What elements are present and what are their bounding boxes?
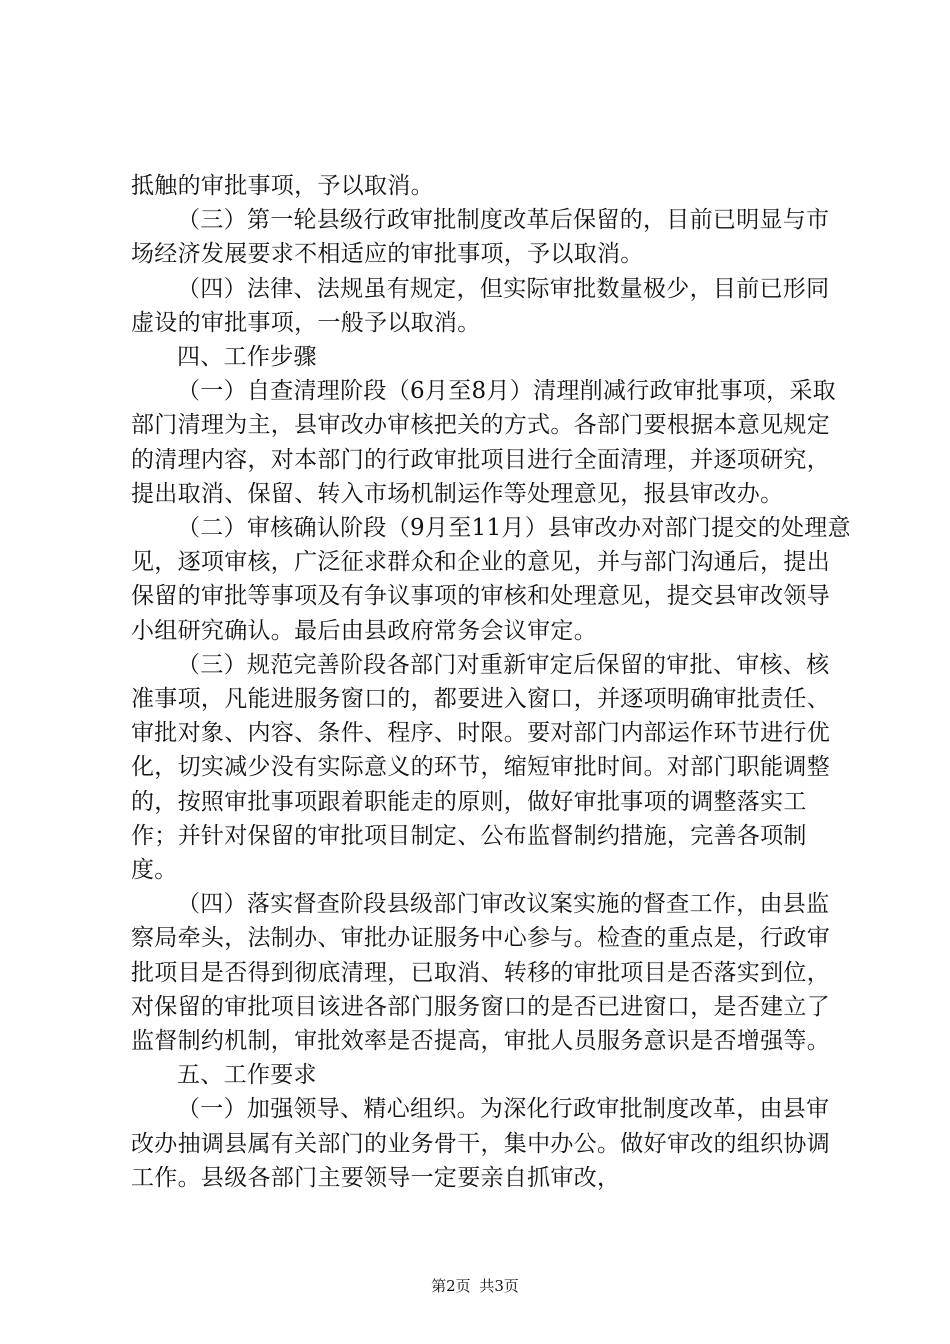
paragraph: （一）加强领导、精心组织。为深化行政审批制度改革，由县审改办抽调县属有关部门的业务骨干，集中办公。做好审改的组织协调工作。县级各部门主要领导一定要亲自抓审改， [131,1096,830,1191]
paragraph: （三）第一轮县级行政审批制度改革后保留的，目前已明显与市场经济发展要求不相适应的审批事项，予以取消。 [131,207,830,268]
paragraph: 抵触的审批事项，予以取消。 [131,173,434,199]
page-footer [0,1275,950,1296]
document-body [131,169,851,1195]
section-heading: 五、工作要求 [177,1062,317,1089]
paragraph: （三）规范完善阶段各部门对重新审定后保留的审批、审核、核准事项，凡能进服务窗口的，都要进入窗口，并逐项明确审批责任、审批对象、内容、条件、程序、时限。要对部门内部运作环节进行优化，切实减少没有实际意义的环节，缩短审批时间。对部门职能调整的，按照审批事项跟着职能走的原则，做好审批事项的调整落实工作；并针对保留的审批项目制定、公布监督制约措施，完善各项制度。 [131,651,830,884]
paragraph: （二）审核确认阶段（9月至11月）县审改办对部门提交的处理意见，逐项审核，广泛征求群众和企业的意见，并与部门沟通后，提出保留的审批等事项及有争议事项的审核和处理意见，提交县审改领导小组研究确认。最后由县政府常务会议审定。 [131,515,851,644]
paragraph: （四）法律、法规虽有规定，但实际审批数量极少，目前已形同虚设的审批事项，一般予以取消。 [131,275,830,336]
paragraph: （四）落实督查阶段县级部门审改议案实施的督查工作，由县监察局牵头，法制办、审批办证服务中心参与。检查的重点是，行政审批项目是否得到彻底清理，已取消、转移的审批项目是否落实到位，对保留的审批项目该进各部门服务窗口的是否已进窗口，是否建立了监督制约机制，审批效率是否提高，审批人员服务意识是否增强等。 [131,891,830,1055]
section-heading: 四、工作步骤 [177,344,317,371]
paragraph: （一）自查清理阶段（6月至8月）清理削减行政审批事项，采取部门清理为主，县审改办审核把关的方式。各部门要根据本意见规定的清理内容，对本部门的行政审批项目进行全面清理，并逐项研究，提出取消、保留、转入市场机制运作等处理意见，报县审改办。 [131,378,836,507]
page-number-label: 第2页 共3页 [431,1277,519,1295]
